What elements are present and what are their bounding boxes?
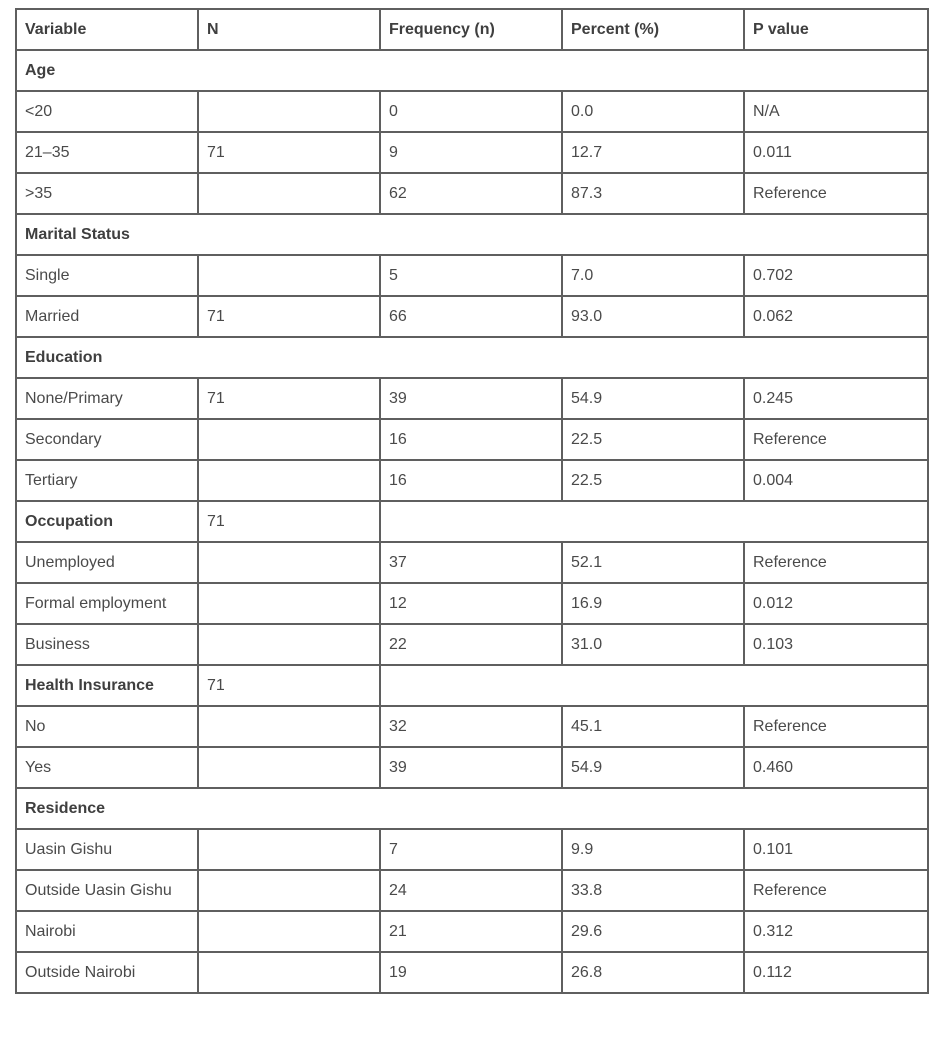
cell-variable: None/Primary [16,378,198,419]
cell-variable: Uasin Gishu [16,829,198,870]
cell-p-value: 0.245 [744,378,928,419]
header-percent: Percent (%) [562,9,744,50]
table-row [16,132,928,173]
section-row [16,337,928,378]
section-label: Education [16,337,928,378]
cell-frequency: 39 [380,378,562,419]
table-row [16,296,928,337]
cell-percent: 33.8 [562,870,744,911]
cell-n [198,706,380,747]
cell-p-value: 0.004 [744,460,928,501]
cell-n [198,460,380,501]
cell-frequency: 24 [380,870,562,911]
cell-percent: 22.5 [562,419,744,460]
cell-n [198,747,380,788]
cell-frequency: 66 [380,296,562,337]
cell-frequency: 21 [380,911,562,952]
table-row [16,542,928,583]
cell-variable: >35 [16,173,198,214]
cell-p-value: 0.103 [744,624,928,665]
table-row [16,747,928,788]
cell-variable: Single [16,255,198,296]
cell-percent: 87.3 [562,173,744,214]
cell-percent: 54.9 [562,747,744,788]
cell-n [198,542,380,583]
cell-n: 71 [198,378,380,419]
cell-p-value: 0.312 [744,911,928,952]
section-spacer [380,665,928,706]
cell-frequency: 5 [380,255,562,296]
cell-n [198,829,380,870]
table-row [16,255,928,296]
header-variable: Variable [16,9,198,50]
cell-frequency: 12 [380,583,562,624]
header-p-value: P value [744,9,928,50]
cell-p-value: Reference [744,706,928,747]
cell-p-value: 0.112 [744,952,928,993]
cell-variable: Unemployed [16,542,198,583]
cell-variable: Nairobi [16,911,198,952]
cell-n [198,911,380,952]
cell-percent: 31.0 [562,624,744,665]
section-label: Health Insurance [16,665,198,706]
section-label: Occupation [16,501,198,542]
table-row [16,460,928,501]
cell-variable: Outside Uasin Gishu [16,870,198,911]
cell-percent: 54.9 [562,378,744,419]
section-row [16,50,928,91]
table-row [16,583,928,624]
cell-percent: 52.1 [562,542,744,583]
cell-percent: 22.5 [562,460,744,501]
cell-frequency: 32 [380,706,562,747]
section-n: 71 [198,665,380,706]
table-row [16,952,928,993]
cell-p-value: Reference [744,419,928,460]
cell-percent: 7.0 [562,255,744,296]
cell-variable: 21–35 [16,132,198,173]
table-container [15,8,929,994]
section-label: Residence [16,788,928,829]
table-row [16,624,928,665]
cell-p-value: Reference [744,542,928,583]
cell-frequency: 16 [380,460,562,501]
header-n: N [198,9,380,50]
cell-percent: 93.0 [562,296,744,337]
cell-frequency: 62 [380,173,562,214]
cell-frequency: 39 [380,747,562,788]
section-row [16,214,928,255]
section-spacer [380,501,928,542]
cell-n [198,952,380,993]
cell-percent: 9.9 [562,829,744,870]
cell-frequency: 7 [380,829,562,870]
cell-p-value: 0.702 [744,255,928,296]
cell-frequency: 22 [380,624,562,665]
section-n: 71 [198,501,380,542]
cell-n [198,419,380,460]
cell-variable: Formal employment [16,583,198,624]
cell-p-value: Reference [744,173,928,214]
table-row [16,911,928,952]
cell-p-value: 0.062 [744,296,928,337]
table-row [16,706,928,747]
table-row [16,870,928,911]
cell-variable: Secondary [16,419,198,460]
section-label: Age [16,50,928,91]
section-label: Marital Status [16,214,928,255]
table-header-row [16,9,928,50]
cell-variable: Business [16,624,198,665]
cell-variable: No [16,706,198,747]
cell-percent: 0.0 [562,91,744,132]
cell-n [198,583,380,624]
table-row [16,173,928,214]
cell-n [198,624,380,665]
cell-n [198,255,380,296]
table-row [16,91,928,132]
table-row [16,829,928,870]
cell-p-value: Reference [744,870,928,911]
header-frequency: Frequency (n) [380,9,562,50]
cell-n: 71 [198,132,380,173]
cell-p-value: 0.460 [744,747,928,788]
cell-variable: Outside Nairobi [16,952,198,993]
cell-frequency: 37 [380,542,562,583]
cell-n [198,173,380,214]
cell-frequency: 9 [380,132,562,173]
table-row [16,378,928,419]
cell-frequency: 19 [380,952,562,993]
table-body [16,50,928,993]
cell-percent: 26.8 [562,952,744,993]
table-row [16,419,928,460]
section-row [16,788,928,829]
cell-percent: 45.1 [562,706,744,747]
cell-n [198,91,380,132]
cell-p-value: 0.101 [744,829,928,870]
section-row [16,665,928,706]
cell-n: 71 [198,296,380,337]
cell-p-value: N/A [744,91,928,132]
cell-variable: Tertiary [16,460,198,501]
cell-variable: Yes [16,747,198,788]
cell-variable: Married [16,296,198,337]
cell-percent: 16.9 [562,583,744,624]
cell-variable: <20 [16,91,198,132]
cell-p-value: 0.012 [744,583,928,624]
cell-percent: 29.6 [562,911,744,952]
data-table [15,8,929,994]
cell-percent: 12.7 [562,132,744,173]
cell-n [198,870,380,911]
cell-frequency: 16 [380,419,562,460]
cell-frequency: 0 [380,91,562,132]
section-row [16,501,928,542]
cell-p-value: 0.011 [744,132,928,173]
